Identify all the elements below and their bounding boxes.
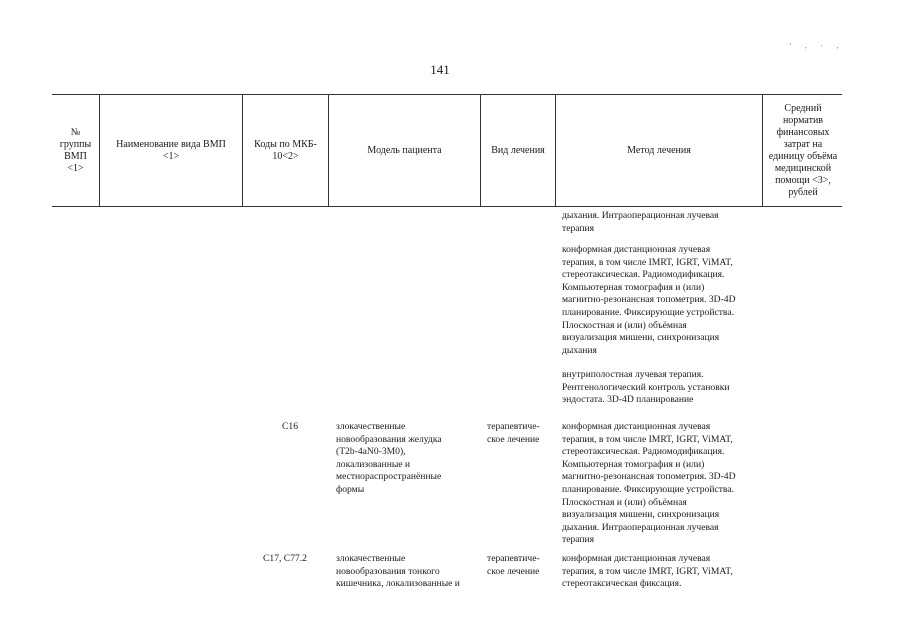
header-treatment-type: Вид лечения [491,144,545,156]
header-patient-model: Модель пациента [367,144,442,156]
header-avg-cost: Средний норматив финансовых затрат на единицу объёма медицинской помощи <3>, рублей [768,102,838,198]
header-bottom-border [52,206,842,207]
page-number: 141 [430,62,450,77]
header-group-no: № группы ВМП <1> [59,126,92,174]
method-text: дыхания. Интраоперационная лучевая терапия [562,210,719,234]
method-text: конформная дистанционная лучевая терапия, в том числе IMRT, IGRT, ViMAT, стереотаксическая. Радиомодификация. Компьютерная томография и (или) магнитно-резонансная топометрия. 3D-4D планирование. Фиксирующие устройства. Плоскостная и (или) объёмная визуализация мишени, синхронизация дыхания [562,244,736,356]
treatment-type-text: терапевтиче- ское лечение [487,421,540,445]
mkb-code: C17, C77.2 [263,553,307,564]
header-vmp-name: Наименование вида ВМП <1> [116,138,226,162]
method-text: внутриполостная лучевая терапия. Рентгенологический контроль установки эндостата. 3D-4D планирование [562,369,730,406]
method-text: конформная дистанционная лучевая терапия, в том числе IMRT, IGRT, ViMAT, стереотаксическая. Радиомодификация. Компьютерная томография и (или) магнитно-резонансная топометрия. 3D-4D планирование. Фиксирующие устройства. Плоскостная и (или) объёмная визуализация мишени, синхронизация дыхания. Интраоперационная лучевая терапия [562,421,736,546]
method-text: конформная дистанционная лучевая терапия, в том числе IMRT, IGRT, ViMAT, стереотаксическая фиксация. [562,553,733,590]
patient-model-text: злокачественные новообразования тонкого кишечника, локализованные и [336,553,460,590]
scan-marks: ' , · , [790,42,845,50]
treatment-type-text: терапевтиче- ское лечение [487,553,540,577]
header-treatment-method: Метод лечения [627,144,691,156]
patient-model-text: злокачественные новообразования желудка (T2b-4aN0-3M0), локализованные и местнораспространённые формы [336,421,442,495]
mkb-code: C16 [282,421,298,432]
header-mkb-codes: Коды по МКБ- 10<2> [254,138,317,162]
